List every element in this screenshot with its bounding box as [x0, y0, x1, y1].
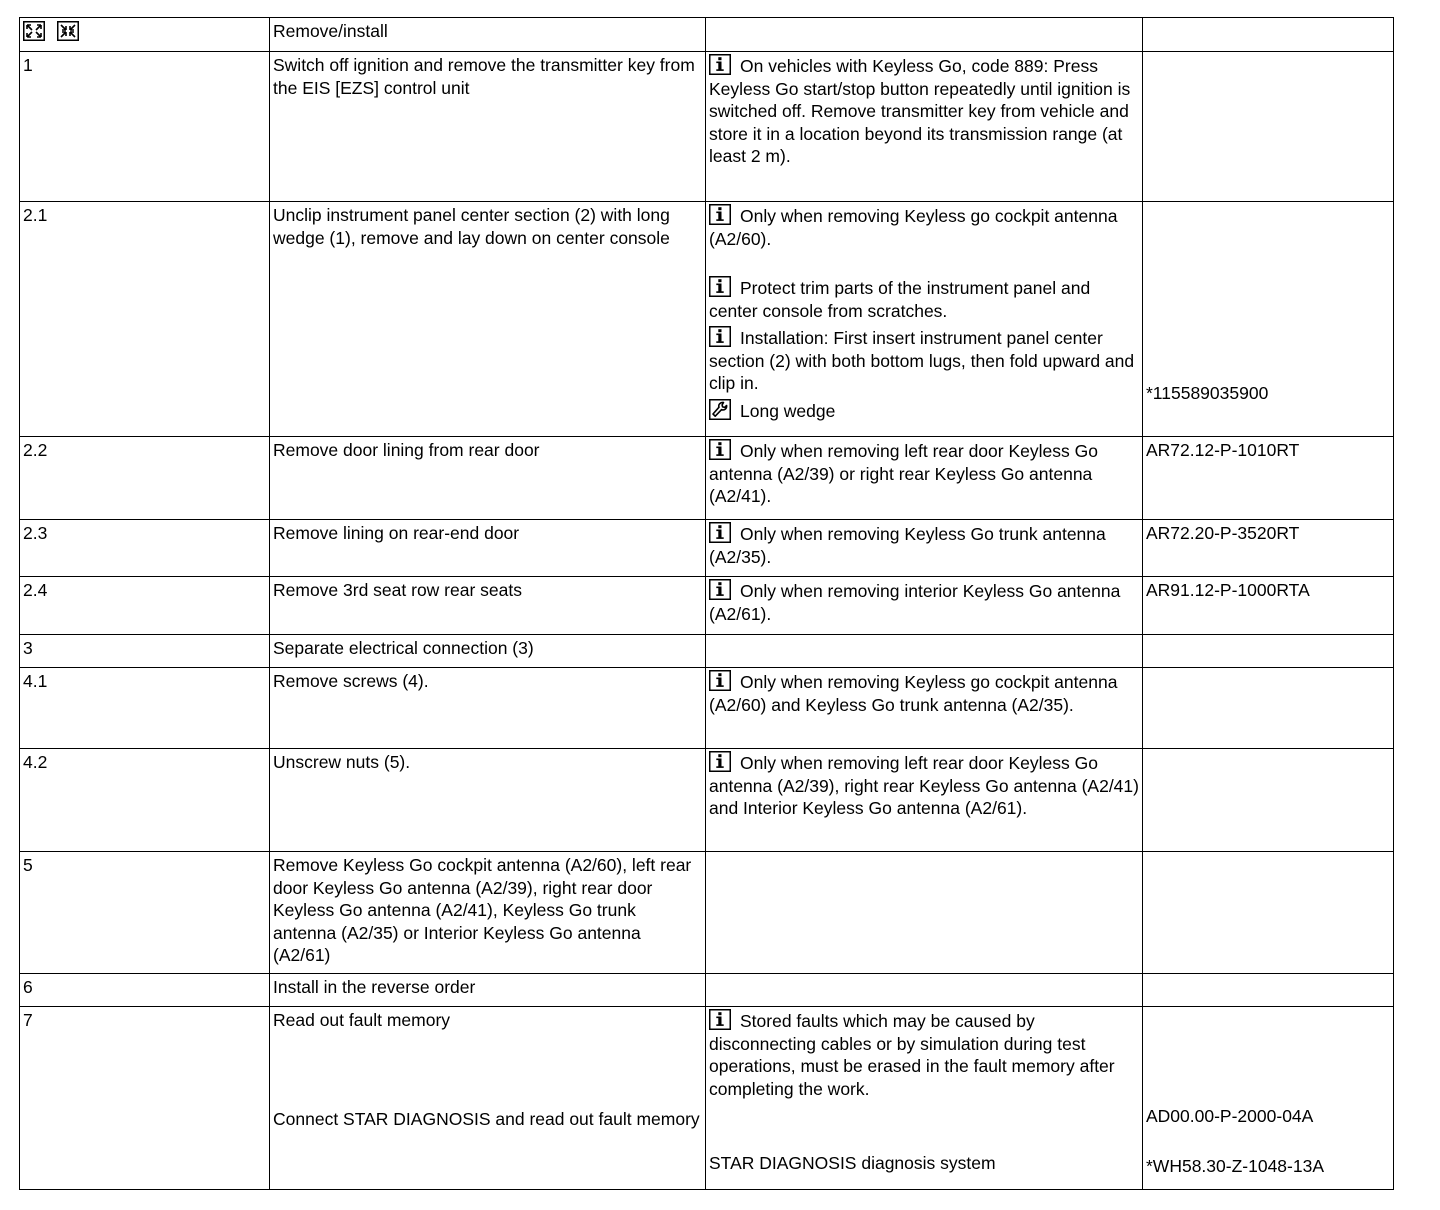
- table-row: [20, 1007, 1394, 1190]
- reference-link[interactable]: AR72.20-P-3520RT: [1146, 523, 1300, 543]
- step-notes: [706, 635, 1143, 668]
- step-action-text: Read out fault memory: [273, 1010, 451, 1030]
- step-action: Unclip instrument panel center section (2) with long wedge (1), remove and lay down on center console: [270, 202, 706, 437]
- info-icon: [709, 54, 731, 75]
- info-icon: [709, 579, 731, 600]
- step-notes: [706, 974, 1143, 1007]
- header-ref-cell: [1143, 18, 1394, 52]
- note-text: Only when removing Keyless go cockpit antenna (A2/60).: [709, 206, 1118, 249]
- step-number: 2.3: [20, 520, 270, 577]
- step-reference: [1143, 852, 1394, 974]
- step-number: 1: [20, 52, 270, 202]
- step-number: 7: [20, 1007, 270, 1190]
- step-reference: [1143, 52, 1394, 202]
- info-icon: [709, 522, 731, 543]
- step-notes: [706, 1007, 1143, 1190]
- step-notes: [706, 437, 1143, 520]
- step-reference: [1143, 577, 1394, 635]
- info-icon: [709, 751, 731, 772]
- step-action: Remove 3rd seat row rear seats: [270, 577, 706, 635]
- step-number: 4.2: [20, 749, 270, 852]
- step-reference: [1143, 974, 1394, 1007]
- table-row: [20, 749, 1394, 852]
- step-notes: [706, 520, 1143, 577]
- table-row: [20, 668, 1394, 749]
- step-reference: [1143, 202, 1394, 437]
- step-number: 5: [20, 852, 270, 974]
- info-icon: [709, 204, 731, 225]
- note-text: Protect trim parts of the instrument panel and center console from scratches.: [709, 278, 1091, 321]
- table-row: [20, 974, 1394, 1007]
- info-icon: [709, 326, 731, 347]
- note-text: Only when removing Keyless Go trunk antenna (A2/35).: [709, 524, 1106, 567]
- table-row: [20, 635, 1394, 668]
- table-row: [20, 577, 1394, 635]
- wrench-icon: [709, 399, 731, 420]
- table-row: [20, 852, 1394, 974]
- table-row: [20, 202, 1394, 437]
- table-row: [20, 52, 1394, 202]
- step-action: Remove door lining from rear door: [270, 437, 706, 520]
- step-reference: [1143, 520, 1394, 577]
- step-action: Separate electrical connection (3): [270, 635, 706, 668]
- collapse-icon[interactable]: [57, 21, 79, 41]
- note-text: Only when removing Keyless go cockpit antenna (A2/60) and Keyless Go trunk antenna (A2/35).: [709, 672, 1118, 715]
- step-action: Unscrew nuts (5).: [270, 749, 706, 852]
- step-reference: [1143, 668, 1394, 749]
- step-number: 3: [20, 635, 270, 668]
- step-action: Remove Keyless Go cockpit antenna (A2/60), left rear door Keyless Go antenna (A2/39), right rear door Keyless Go antenna (A2/41), Keyless Go trunk antenna (A2/35) or Interior Keyless Go antenna (A2/61): [270, 852, 706, 974]
- step-number: 2.2: [20, 437, 270, 520]
- reference-link[interactable]: *WH58.30-Z-1048-13A: [1146, 1155, 1324, 1176]
- note-text: Only when removing left rear door Keyless Go antenna (A2/39), right rear Keyless Go antenna (A2/41) and Interior Keyless Go antenna (A2/61).: [709, 753, 1139, 818]
- step-action: [270, 1007, 706, 1190]
- tool-text: Long wedge: [740, 400, 836, 421]
- step-action: Remove screws (4).: [270, 668, 706, 749]
- table-row: [20, 520, 1394, 577]
- step-number: 2.1: [20, 202, 270, 437]
- reference-link[interactable]: AR72.12-P-1010RT: [1146, 440, 1300, 460]
- step-notes: [706, 749, 1143, 852]
- step-notes: [706, 852, 1143, 974]
- table-row: [20, 437, 1394, 520]
- note-text: On vehicles with Keyless Go, code 889: Press Keyless Go start/stop button repeatedly until ignition is switched off. Remove transmitter key from vehicle and store it in a location beyond its transmission range (at least 2 m).: [709, 56, 1131, 166]
- note-text: Only when removing left rear door Keyless Go antenna (A2/39) or right rear Keyless Go antenna (A2/41).: [709, 441, 1098, 506]
- step-number: 4.1: [20, 668, 270, 749]
- step-action: Remove lining on rear-end door: [270, 520, 706, 577]
- step-reference: [1143, 749, 1394, 852]
- note-text: Stored faults which may be caused by disconnecting cables or by simulation during test operations, must be erased in the fault memory after completing the work.: [709, 1011, 1115, 1099]
- info-icon: [709, 439, 731, 460]
- step-action: Switch off ignition and remove the transmitter key from the EIS [EZS] control unit: [270, 52, 706, 202]
- expand-icon[interactable]: [23, 21, 45, 41]
- header-icons-cell: [20, 18, 270, 52]
- header-row: [20, 18, 1394, 52]
- reference-link[interactable]: AD00.00-P-2000-04A: [1146, 1106, 1314, 1126]
- tool-number[interactable]: *115589035900: [1146, 383, 1269, 403]
- note-text: Installation: First insert instrument panel center section (2) with both bottom lugs, then fold upward and clip in.: [709, 328, 1135, 393]
- step-reference: [1143, 1007, 1394, 1190]
- step-number: 6: [20, 974, 270, 1007]
- info-icon: [709, 276, 731, 297]
- diagnosis-system-text: STAR DIAGNOSIS diagnosis system: [709, 1153, 996, 1173]
- step-notes: [706, 668, 1143, 749]
- step-notes: [706, 52, 1143, 202]
- step-reference: [1143, 635, 1394, 668]
- step-notes: [706, 577, 1143, 635]
- step-number: 2.4: [20, 577, 270, 635]
- step-action: Install in the reverse order: [270, 974, 706, 1007]
- note-text: Only when removing interior Keyless Go antenna (A2/61).: [709, 581, 1121, 624]
- info-icon: [709, 670, 731, 691]
- reference-link[interactable]: AR91.12-P-1000RTA: [1146, 580, 1310, 600]
- header-notes-cell: [706, 18, 1143, 52]
- step-notes: [706, 202, 1143, 437]
- header-title: Remove/install: [270, 18, 706, 52]
- info-icon: [709, 1009, 731, 1030]
- step-reference: [1143, 437, 1394, 520]
- step-action-text-2: Connect STAR DIAGNOSIS and read out fault memory: [273, 1108, 700, 1129]
- procedure-table: [19, 17, 1394, 1190]
